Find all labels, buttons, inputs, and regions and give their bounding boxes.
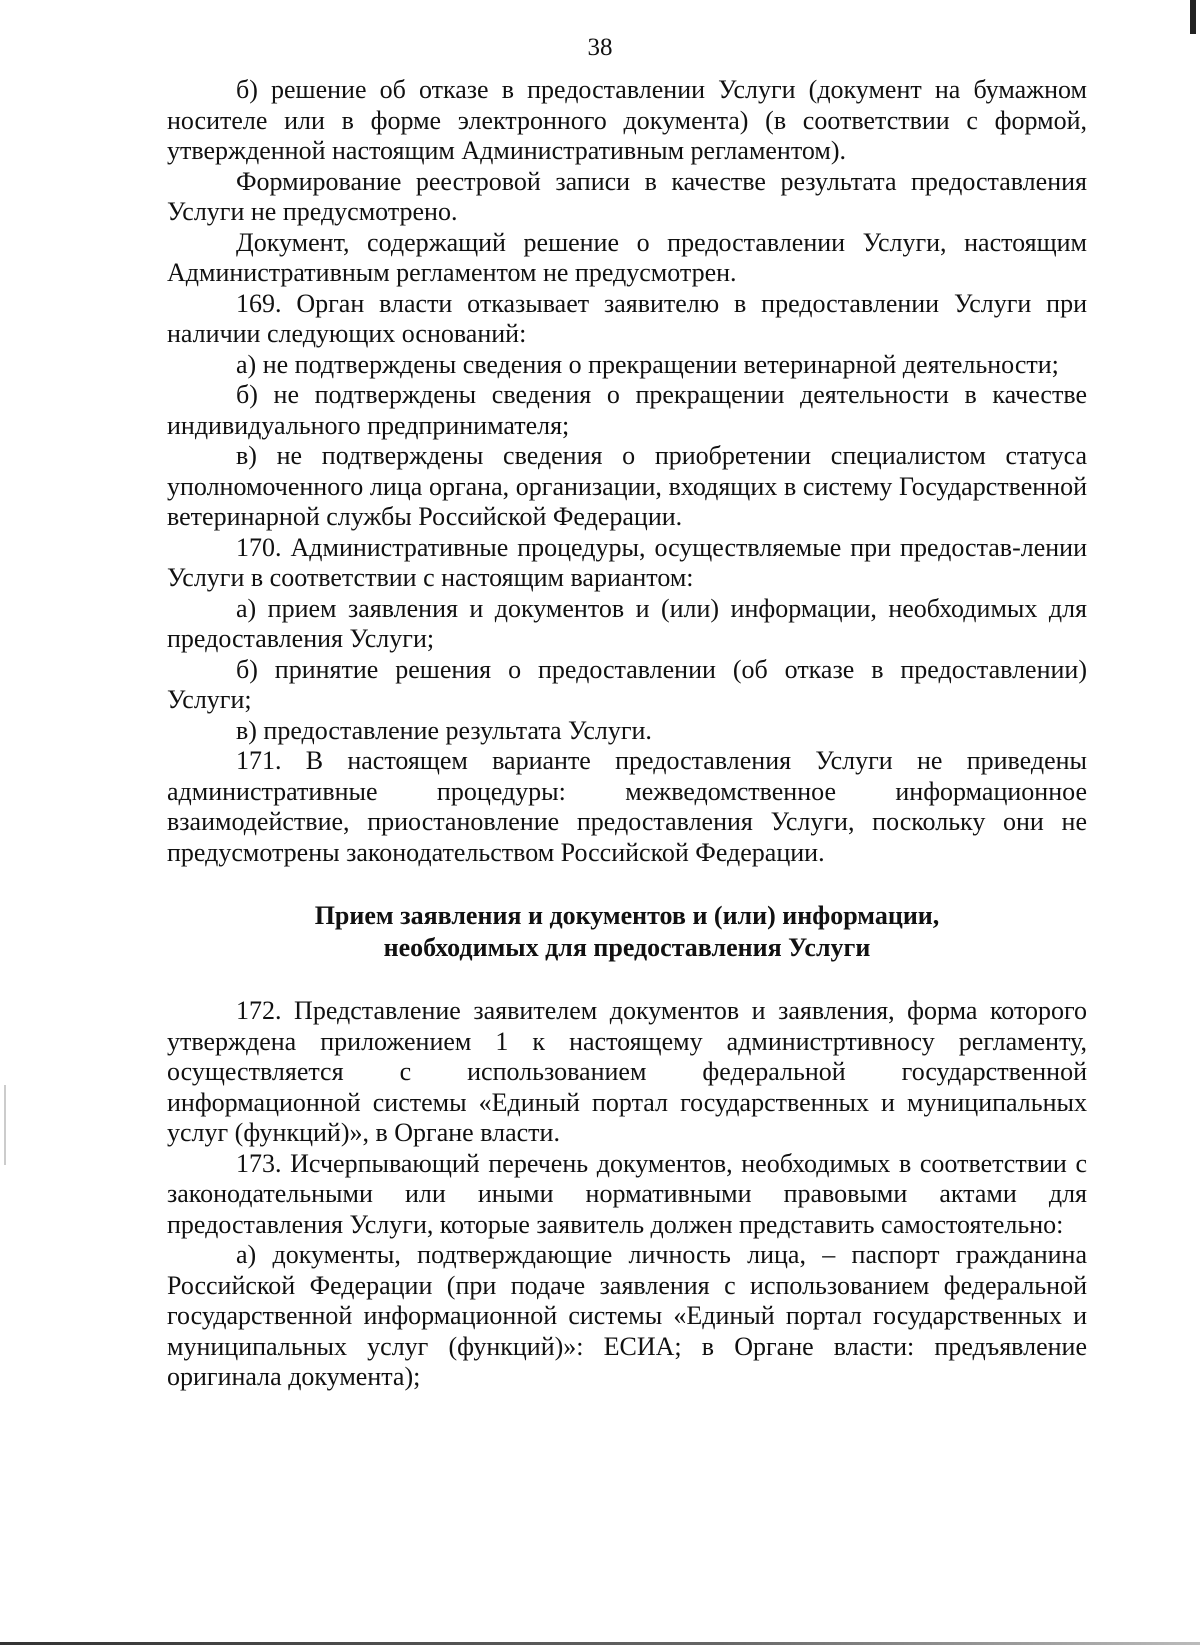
list-item: в) не подтверждены сведения о приобретении специалистом статуса уполномоченного лица органа, организации, входящих в систему Государственной ветеринарной службы Российской Федерации.	[167, 441, 1087, 531]
scan-artifact	[4, 1085, 6, 1165]
list-item: а) прием заявления и документов и (или) информации, необходимых для предоставления Услуги;	[167, 593, 1087, 653]
scan-bottom-edge	[0, 1642, 1200, 1645]
list-item: б) не подтверждены сведения о прекращении деятельности в качестве индивидуального предпринимателя;	[167, 380, 1087, 440]
paragraph: б) решение об отказе в предоставлении Услуги (документ на бумажном носителе или в форме электронного документа) (в соответствии с формой, утвержденной настоящим Административным регламентом).	[167, 75, 1087, 165]
paragraph: 171. В настоящем варианте предоставления Услуги не приведены административные процедуры: межведомственное информационное взаимодействие, приостановление предоставления Услуги, поскольку они не предусмотрены законодательством Российской Федерации.	[167, 746, 1087, 867]
scan-edge-mark	[1190, 0, 1196, 34]
page-number: 38	[587, 34, 613, 61]
paragraph: 170. Административные процедуры, осуществляемые при предостав-лении Услуги в соответствии с настоящим вариантом:	[167, 532, 1087, 592]
list-item: б) принятие решения о предоставлении (об отказе в предоставлении) Услуги;	[167, 654, 1087, 714]
paragraph: 173. Исчерпывающий перечень документов, необходимых в соответствии с законодательными или иными нормативными правовыми актами для предоставления Услуги, которые заявитель должен представить самостоятельно:	[167, 1148, 1087, 1239]
list-item: в) предоставление результата Услуги.	[236, 715, 652, 745]
list-item: а) не подтверждены сведения о прекращении ветеринарной деятельности;	[236, 349, 1059, 379]
list-item: а) документы, подтверждающие личность лица, – паспорт гражданина Российской Федерации (при подаче заявления с использованием федеральной государственной информационной системы «Единый портал государственных и муниципальных услуг (функций)»: ЕСИА; в Органе власти: предъявление оригинала документа);	[167, 1240, 1087, 1391]
paragraph: Документ, содержащий решение о предоставлении Услуги, настоящим Административным регламентом не предусмотрен.	[167, 227, 1087, 287]
paragraph: 169. Орган власти отказывает заявителю в предоставлении Услуги при наличии следующих оснований:	[167, 288, 1087, 348]
paragraph: Формирование реестровой записи в качестве результата предоставления Услуги не предусмотрено.	[167, 166, 1087, 226]
section-heading-line: Прием заявления и документов и (или) информации,	[314, 901, 940, 930]
paragraph: 172. Представление заявителем документов и заявления, форма которого утверждена приложением 1 к настоящему администртивносу регламенту, осуществляется с использованием федеральной государственной информационной системы «Единый портал государственных и муниципальных услуг (функций)», в Органе власти.	[167, 996, 1087, 1147]
section-heading	[167, 900, 1087, 964]
section-heading-line: необходимых для предоставления Услуги	[383, 933, 871, 962]
document-body	[167, 75, 1087, 1393]
